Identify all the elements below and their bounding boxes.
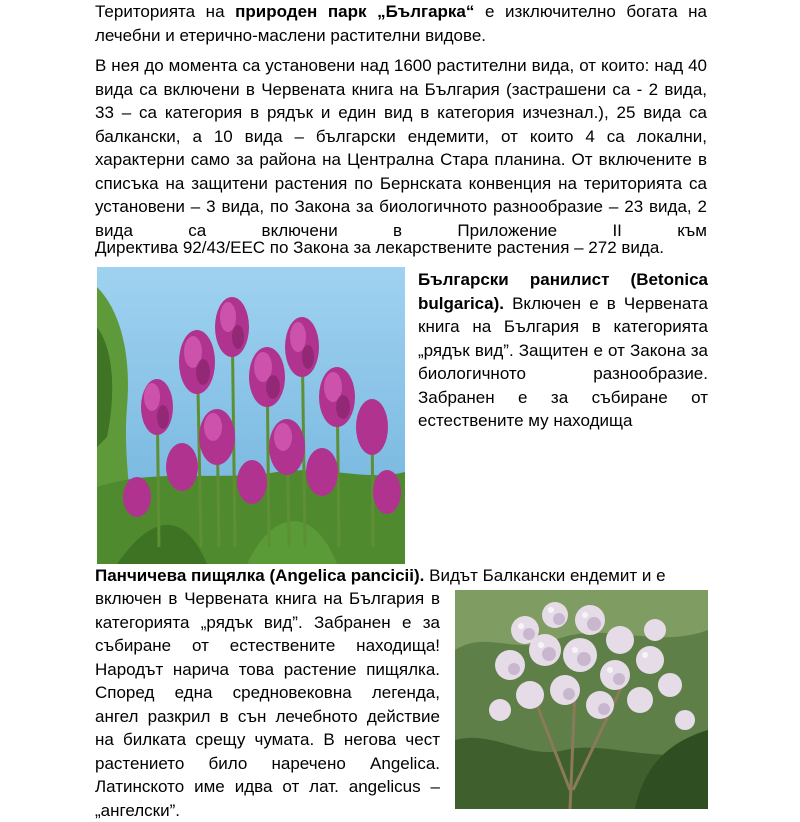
intro-paragraph (95, 0, 707, 47)
angelica-description (95, 587, 440, 822)
angelica-heading-line (95, 564, 707, 588)
park-name: природен парк „Българка“ (235, 2, 475, 21)
intro-text-post: е изключително богата на лечебни и етерично-маслени растителни видове. (95, 2, 707, 45)
angelica-image (455, 590, 708, 809)
angelica-text: включен в Червената книга на България в категорията „рядък вид”. Забранен е за събиране от естествените находища! Народът нарича това растение пищялка. Според една средновековна легенда, ангел разкрил в сън лечебното действие на билката срещу чумата. В негова чест растението било наречено Angelica. Латинското име идва от лат. angelicus – „ангелски”. (95, 589, 440, 820)
main-paragraph (95, 54, 707, 242)
angelica-name: Панчичева пищялка (Angelica pancicii). (95, 566, 425, 585)
betonica-image (97, 267, 405, 564)
betonica-name: Български ранилист (Betonica bulgarica). (418, 270, 708, 313)
main-paragraph-last-text: Директива 92/43/ЕЕС по Закона за лекарствените растения – 272 вида. (95, 238, 665, 257)
main-paragraph-text: В нея до момента са установени над 1600 растителни вида, от които: над 40 вида са включени в Червената книга на България (застрашени са - 2 вида, 33 – са категория в рядък и един вид в категория изчезнал.), 25 вида са балкански, а 10 вида – български ендемити, от които 4 са локални, характерни само за района на Централна Стара планина. От включените в списъка на защитени растения по Бернската конвенция на територията са установени – 3 вида, по Закона за биологичното разнообразие – 23 вида, 2 вида са включени в Приложение II към (95, 56, 707, 240)
main-paragraph-last-line (95, 236, 707, 260)
angelica-first-line: Видът Балкански ендемит и е (424, 566, 666, 585)
angelica-photo (455, 590, 708, 809)
betonica-description (418, 268, 708, 433)
betonica-text: Включен е в Червената книга на България в категорията „рядък вид”. Защитен е от Закона за биологичното разнообразие. Забранен е за събиране от естествените му находища (418, 293, 708, 430)
intro-text-pre: Територията на (95, 2, 236, 21)
betonica-photo (97, 267, 405, 564)
